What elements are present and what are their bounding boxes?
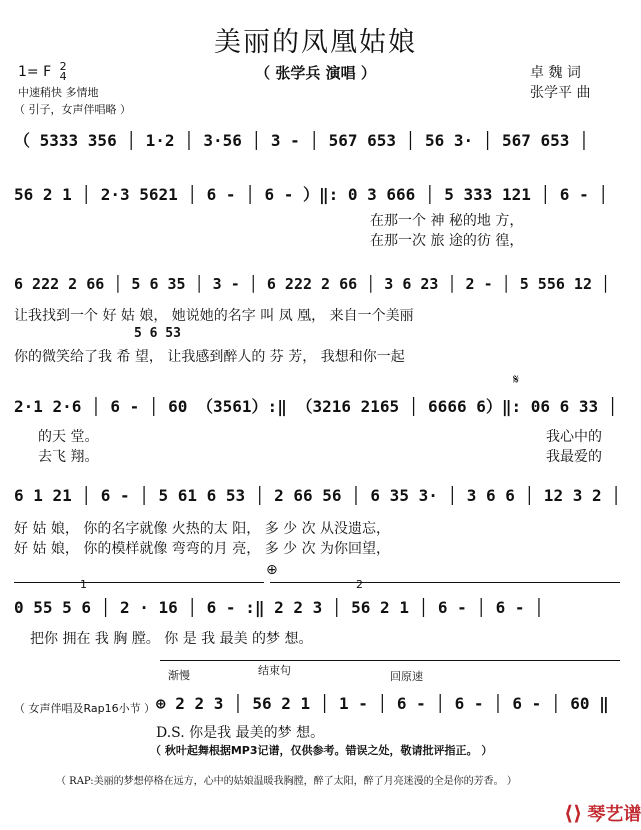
coda-mark: ⊕ — [266, 562, 278, 578]
lyric-row-4-verse-2: 去飞 翔。 — [38, 449, 99, 465]
lyric-row-4-verse-1: 的天 堂。 — [38, 429, 99, 445]
volta-bracket-1 — [14, 582, 264, 583]
score-row-1: （ 5333 356 │ 1·2 │ 3·56 │ 3 - │ 567 653 │ 56 3· │ 567 653 │ — [14, 131, 589, 150]
rap-lyrics: （ RAP:美丽的梦想停格在远方，心中的姑娘温暖我胸膛，醉了太阳，醉了月亮迷漫的全是你的芳香。 ） — [56, 776, 517, 787]
brand-name: 琴艺谱 — [587, 804, 641, 825]
lyricist-credit: 卓 魏 词 — [530, 65, 581, 81]
brand-logo — [564, 800, 641, 826]
score-row-3: 6 222 2 66 │ 5 6 35 │ 3 - │ 6 222 2 66 │ 3 6 23 │ 2 - │ 5 556 12 │ — [14, 275, 611, 293]
score-row-2: 56 2 1 │ 2·3 5621 │ 6 - │ 6 - ）‖: 0 3 666 │ 5 333 121 │ 6 - │ — [14, 185, 608, 204]
transcription-note: （ 秋叶起舞根据MP3记谱，仅供参考。错误之处，敬请批评指正。 ） — [150, 744, 493, 757]
lyric-row-6: 把你 拥在 我 胸 膛。 你 是 我 最美 的梦 想。 — [30, 631, 313, 647]
female-rap-note: （ 女声伴唱及Rap16小节 ） — [14, 702, 156, 715]
key-signature — [18, 62, 67, 82]
score-row-4: 2·1 2·6 │ 6 - │ 60 （3561）:‖ （3216 2165 │ 6666 6）‖: 06 6 33 │ — [14, 397, 618, 416]
tempo-mark: 中速稍快 多情地 — [18, 86, 99, 99]
volta-2-label: 2 — [356, 578, 363, 591]
composer-credit: 张学平 曲 — [530, 85, 591, 101]
lyric-row-3-verse-1: 让我找到一个 好 姑 娘， 她说她的名字 叫 凤 凰， 来自一个美丽 — [14, 308, 414, 324]
lyric-row-5-verse-2: 好 姑 娘， 你的模样就像 弯弯的月 亮， 多 少 次 为你回望， — [14, 541, 391, 557]
a-tempo-mark: 回原速 — [390, 670, 423, 683]
ending-label: 结束句 — [258, 664, 291, 677]
lyric-row-5-verse-1: 好 姑 娘， 你的名字就像 火热的太 阳， 多 少 次 从没遗忘， — [14, 521, 391, 537]
lyric-row-3-verse-2: 你的微笑给了我 希 望， 让我感到醉人的 芬 芳， 我想和你一起 — [14, 349, 405, 365]
lyric-row-2-verse-1: 在那一个 神 秘的地 方， — [370, 213, 524, 229]
ornament-notes: 5 6 53 — [134, 326, 181, 341]
time-numerator: 2 — [59, 60, 67, 73]
intro-note: （ 引子，女声伴唱略 ） — [14, 103, 131, 116]
volta-1-label: 1 — [80, 578, 87, 591]
page-title: 美丽的凤凰姑娘 — [214, 27, 417, 58]
score-row-5: 6 1 21 │ 6 - │ 5 61 6 53 │ 2 66 56 │ 6 35 3· │ 3 6 6 │ 12 3 2 │ — [14, 486, 621, 505]
score-row-6: 0 55 5 6 │ 2 · 16 │ 6 - :‖ 2 2 3 │ 56 2 1 │ 6 - │ 6 - │ — [14, 598, 544, 617]
lyric-row-7: D.S. 你是我 最美的梦 想。 — [156, 725, 325, 741]
lyric-row-4-right-verse-1: 我心中的 — [546, 429, 602, 445]
key-label: 1= F — [18, 64, 52, 80]
performer-subtitle: （ 张学兵 演唱 ） — [255, 64, 376, 82]
tempo-bracket — [160, 660, 620, 661]
time-signature — [60, 62, 67, 82]
rit-mark: 渐慢 — [168, 669, 190, 682]
time-denominator: 4 — [59, 70, 67, 83]
lyric-row-2-verse-2: 在那一次 旅 途的彷 徨， — [370, 233, 524, 249]
volta-bracket-2 — [270, 582, 620, 583]
segno-mark: 𝄋 — [513, 372, 520, 388]
logo-icon: ⟨⟩ — [564, 801, 583, 825]
lyric-row-4-right-verse-2: 我最爱的 — [546, 449, 602, 465]
score-row-7: ⊕ 2 2 3 │ 56 2 1 │ 1 - │ 6 - │ 6 - │ 6 - │ 60 ‖ — [156, 694, 609, 713]
